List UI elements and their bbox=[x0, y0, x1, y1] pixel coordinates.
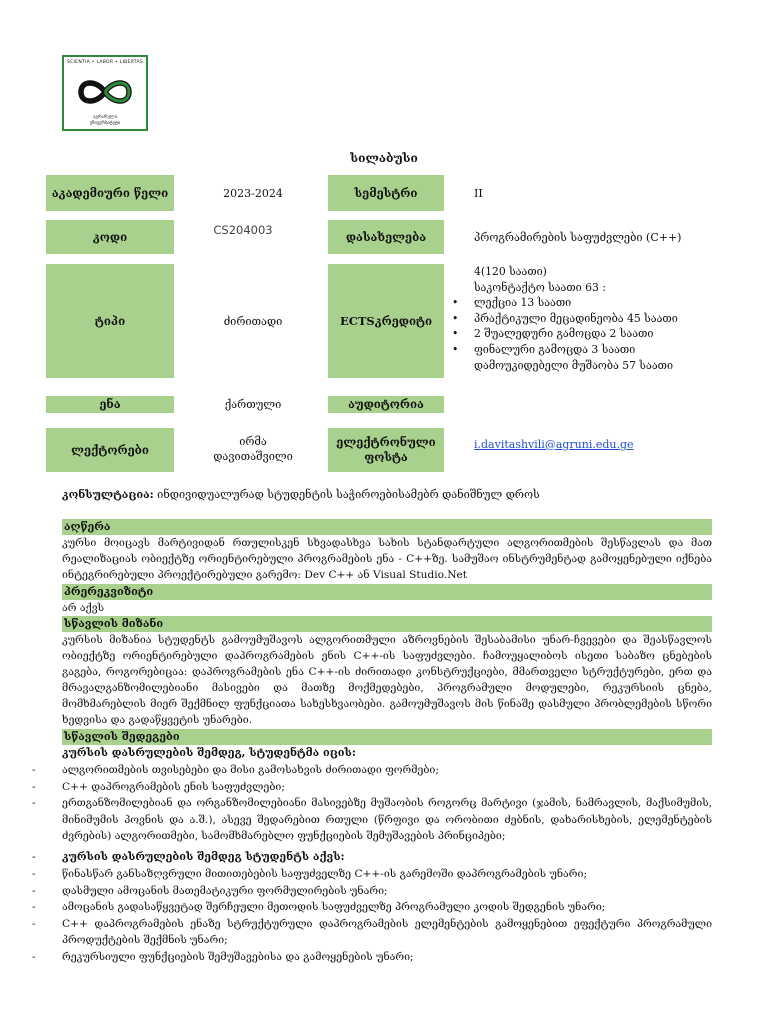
logo-motto: SCIENTIA • LABOR • LIBERTAS bbox=[66, 60, 144, 65]
email-label: ელექტრონული ფოსტა bbox=[328, 428, 444, 472]
email-link[interactable]: i.davitashvili@agruni.edu.ge bbox=[474, 437, 634, 451]
section-goal-text: კურსის მიზანია სტუდენტს გამოუმუშავოს ალგორითმული აზროვნების შესაბამისი უნარ-ჩვევები და შეასწავლოს ობიექტზე ორიენტირებული დაპროგრამების ენის C++-ის საფუძვლები. ჩამოუყალიბოს ისეთი საბაზო ცნებების გაგება, როგორებიცაა: დაპროგრამების ენა C++-ის ძირითადი კონსტრუქციები, მმართველი სტრუქტურები, ერთ და მრავალგანზომილებიანი მასივები და მათზე მოქმედებები, პროგრამული მოდულები, რეკურსიის ცნება, მომხმარებლის მიერ შექმნილ ფუნქციათა სახესხვაობები. გამოუმუშავოს მის წინაშე დასმული პრობლემების სწორი ხედვისა და გადაწყვეტის უნარები. bbox=[62, 634, 712, 726]
consultation bbox=[62, 488, 712, 501]
list-item: - C++ დაპროგრამების ენაზე სტრუქტურული დაპროგრამების ელემენტების გამოყენებით ეფექტური პროგრამული პროდუქტების შექმნის უნარი; bbox=[30, 916, 712, 949]
list-item: - რეკურსიული ფუნქციების შემუშავებისა და გამოყენების უნარი; bbox=[30, 949, 712, 966]
list-item: - წინასწარ განსაზღვრული მითითებების საფუძველზე C++-ის გარემოში დაპროგრამების უნარი; bbox=[30, 866, 712, 883]
list-item: - ამოცანის გადასაწყვეტად შერჩეული მეთოდის საფუძველზე პროგრამული კოდის შედგენის უნარი; bbox=[30, 899, 712, 916]
course-name: პროგრამირების საფუძვლები (C++) bbox=[474, 230, 682, 244]
list-item: - ალგორითმების თვისებები და მისი გამოსახვის ძირითადი ფორმები; bbox=[30, 762, 712, 779]
section-prerequisite-text: არ აქვს bbox=[62, 602, 105, 614]
semester-value: II bbox=[474, 186, 483, 200]
logo-name: აგრარული უნივერსიტეტი bbox=[89, 115, 121, 126]
consultation-text: ინდივიდუალურად სტუდენტის საჭიროებისამებრ დანიშნულ დროს bbox=[153, 488, 540, 501]
consultation-label: კონსულტაცია: bbox=[62, 488, 154, 501]
section-description-text: კურსი მოიცავს მარტივიდან რთულისკენ სხვადასხვა სახის სტანდარტული ალგორითმების შესწავლას და მათ რეალიზაციას ობიექტზე ორიენტირებული პროგრამების ენა - C++ზე. სამუშაო ინსტრუმენტად გამოყენებული იქნება ინტეგრირებული პროექტირებული გარემო: Dev C++ ან Visual Studio.Net bbox=[62, 537, 712, 581]
lecturers-label: ლექტორები bbox=[46, 428, 174, 472]
list-item: - დასმული ამოცანის მათემატიკური ფორმულირების უნარი; bbox=[30, 883, 712, 900]
lecturer-name: ირმა დავითაშვილი bbox=[213, 435, 293, 463]
section-description-header: აღწერა bbox=[62, 519, 712, 535]
type-value: ძირითადი bbox=[223, 314, 283, 328]
knows-list bbox=[30, 762, 712, 845]
can-heading: - კურსის დასრულების შემდეგ სტუდენტს აქვს: bbox=[30, 849, 712, 865]
type-label: ტიპი bbox=[46, 264, 174, 378]
semester-label: სემესტრი bbox=[328, 175, 444, 211]
academic-year-label: აკადემიური წელი bbox=[46, 175, 174, 211]
can-list bbox=[30, 866, 712, 965]
auditorium-label: აუდიტორია bbox=[328, 396, 444, 413]
course-code: CS204003 bbox=[213, 222, 273, 237]
list-item: • 2 შუალედური გამოცდა 2 საათი bbox=[452, 326, 712, 342]
list-item: • ლექცია 13 საათი bbox=[452, 295, 712, 311]
language-label: ენა bbox=[46, 396, 174, 413]
list-item: - ერთგანზომილებიან და ორგანზომილებიანი მასივებზე მუშაობის როგორც მარტივი (ჯამის, ნამრავლის, მაქსიმუმის, მინიმუმის პოვნის და ა.შ.), ასევე შედარებით რთული (წრფივი და ორობითი ძებნის, დახარისხების, ელემენტების ძვრების) ალგორითმები, სამომხმარებლო ფუნქციების შემუშავების პრინციპები; bbox=[30, 795, 712, 845]
knows-heading: კურსის დასრულების შემდეგ, სტუდენტმა იცის: bbox=[62, 746, 356, 759]
language-value: ქართული bbox=[224, 398, 282, 411]
section-goal-header: სწავლის მიზანი bbox=[62, 616, 712, 632]
ects-total: 4(120 საათი) bbox=[474, 265, 547, 278]
university-logo bbox=[62, 55, 148, 131]
ects-breakdown bbox=[452, 295, 712, 357]
page-title: სილაბუსი bbox=[350, 151, 418, 165]
code-label: კოდი bbox=[46, 220, 174, 254]
independent-work: დამოუკიდებელი მუშაობა 57 საათი bbox=[474, 358, 673, 372]
list-item: - C++ დაპროგრამების ენის საფუძვლები; bbox=[30, 779, 712, 796]
list-item: • ფინალური გამოცდა 3 საათი bbox=[452, 342, 712, 358]
infinity-logo-icon bbox=[73, 74, 137, 110]
section-prerequisite-header: პრერეკვიზიტი bbox=[62, 584, 712, 600]
ects-details bbox=[452, 264, 712, 373]
contact-hours: საკონტაქტო საათი 63 : bbox=[474, 280, 606, 294]
ects-label: ECTSკრედიტი bbox=[328, 264, 444, 378]
auditorium-value bbox=[474, 396, 674, 413]
list-item: • პრაქტიკული მეცადინეობა 45 საათი bbox=[452, 311, 712, 327]
section-outcomes-header: სწავლის შედეგები bbox=[62, 729, 712, 745]
course-name-label: დასახელება bbox=[328, 220, 444, 254]
academic-year-value: 2023-2024 bbox=[223, 186, 283, 200]
